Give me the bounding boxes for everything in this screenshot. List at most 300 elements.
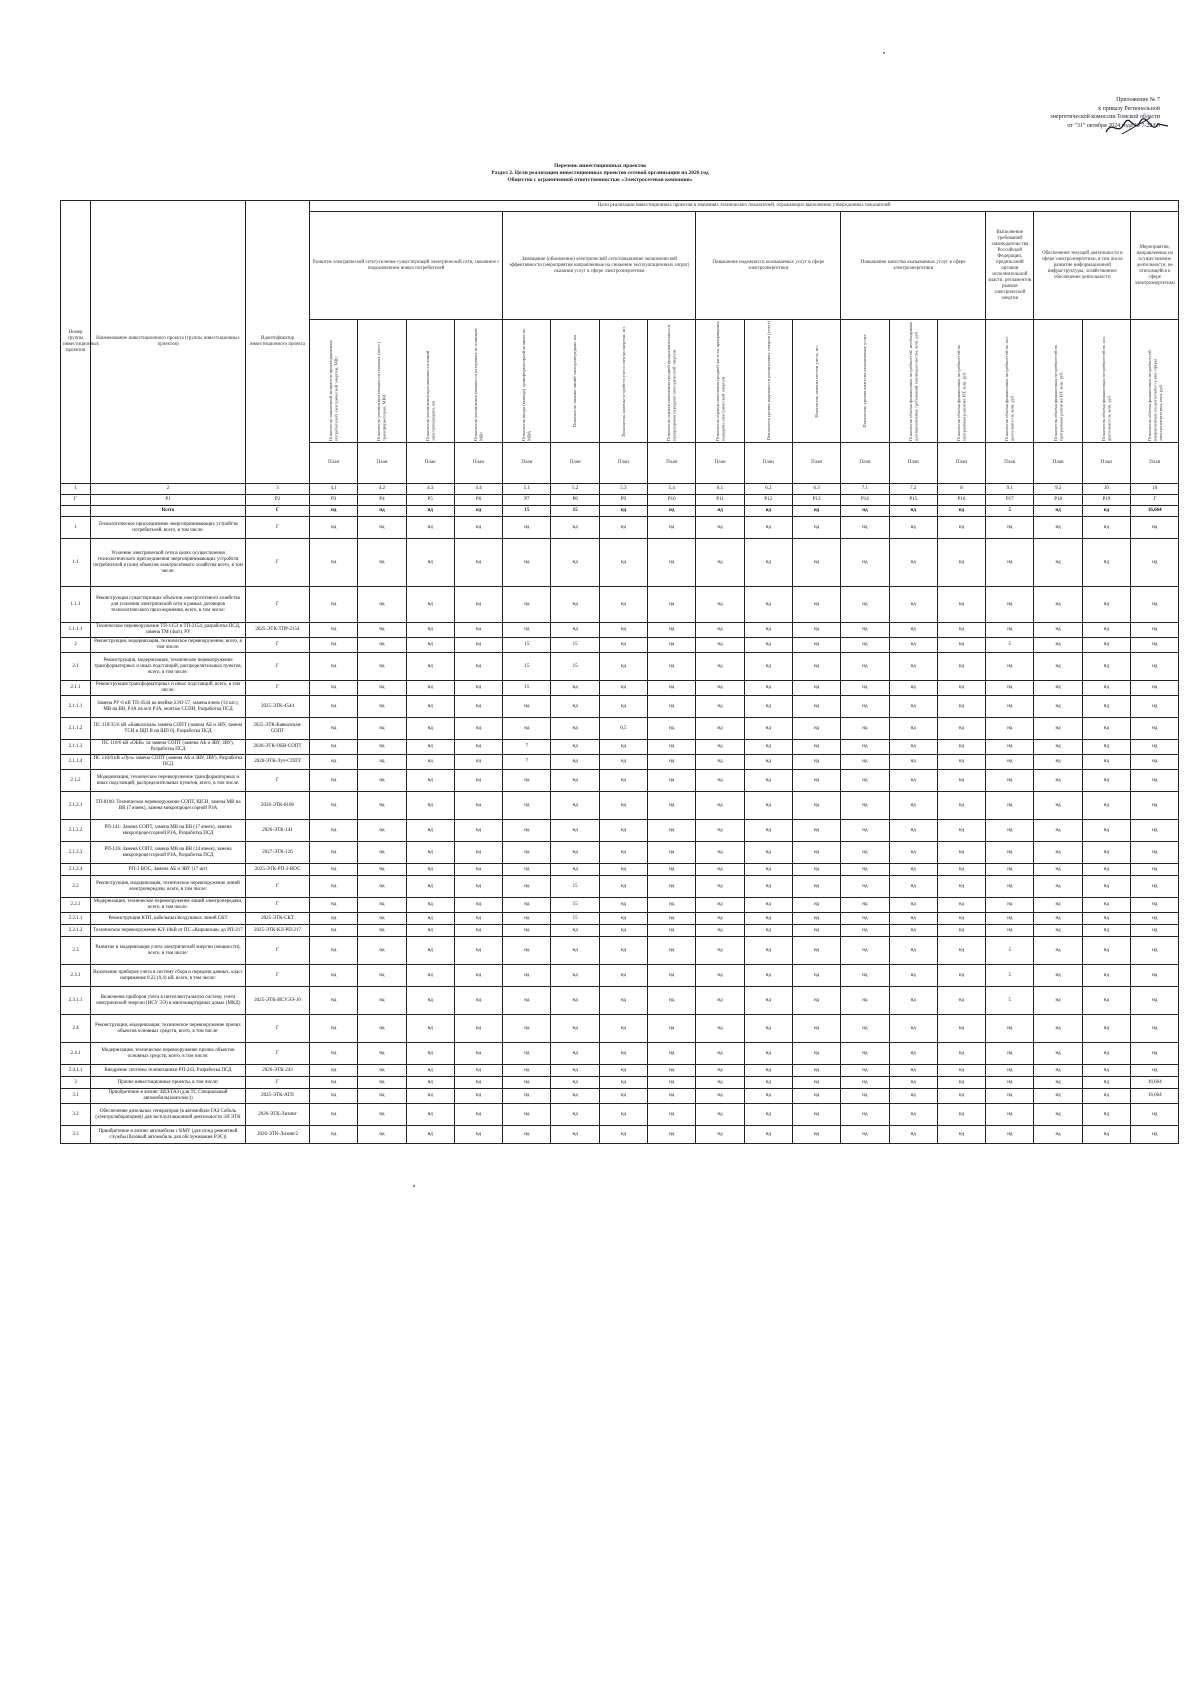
- value-cell: нд: [841, 587, 889, 623]
- value-cell: нд: [986, 1043, 1034, 1065]
- value-cell: 15: [503, 653, 551, 681]
- value-cell: нд: [696, 925, 744, 937]
- unit-header: План: [986, 443, 1034, 484]
- value-cell: нд: [696, 1104, 744, 1126]
- value-cell: нд: [599, 1043, 647, 1065]
- unit-header: План: [841, 443, 889, 484]
- unit-header: План: [792, 443, 840, 484]
- value-cell: нд: [599, 539, 647, 587]
- value-cell: нд: [1131, 842, 1179, 864]
- row-number: 2.1.1.3: [61, 740, 91, 755]
- value-cell: 16,664: [1131, 1089, 1179, 1104]
- column-number: 10: [1131, 484, 1179, 495]
- value-cell: нд: [406, 638, 454, 653]
- value-cell: нд: [696, 898, 744, 913]
- value-cell: нд: [1034, 681, 1082, 696]
- column-code: Р13: [792, 495, 840, 506]
- value-cell: нд: [648, 770, 696, 792]
- value-cell: нд: [358, 842, 406, 864]
- column-number: 3: [246, 484, 310, 495]
- value-cell: нд: [310, 623, 358, 638]
- value-cell: нд: [406, 876, 454, 898]
- row-number: 2.1.2: [61, 770, 91, 792]
- value-cell: нд: [406, 937, 454, 965]
- handwritten-signature: [1102, 114, 1172, 140]
- value-cell: нд: [358, 517, 406, 539]
- value-cell: нд: [358, 539, 406, 587]
- value-cell: нд: [551, 965, 599, 987]
- value-cell: нд: [648, 517, 696, 539]
- value-cell: нд: [1034, 696, 1082, 718]
- value-cell: нд: [1034, 965, 1082, 987]
- row-id: 2025-ЭТК-ТПР-2154: [246, 623, 310, 638]
- value-cell: нд: [986, 587, 1034, 623]
- table-row: [61, 638, 1179, 653]
- value-cell: нд: [792, 740, 840, 755]
- value-cell: нд: [1034, 517, 1082, 539]
- value-cell: нд: [696, 755, 744, 770]
- value-cell: нд: [310, 755, 358, 770]
- value-cell: нд: [1034, 718, 1082, 740]
- value-cell: нд: [744, 1065, 792, 1077]
- value-cell: нд: [310, 864, 358, 876]
- value-cell: нд: [889, 1077, 937, 1089]
- value-cell: нд: [648, 987, 696, 1015]
- column-code: Р9: [599, 495, 647, 506]
- value-cell: нд: [406, 587, 454, 623]
- indicator-label: Показатель объема финансовых потребностей по программам развития ИТ, млн. руб.: [1052, 344, 1064, 441]
- value-cell: нд: [551, 755, 599, 770]
- value-cell: нд: [937, 792, 985, 820]
- value-cell: нд: [792, 539, 840, 587]
- value-cell: нд: [1082, 623, 1130, 638]
- value-cell: нд: [696, 913, 744, 925]
- column-number: 1: [61, 484, 91, 495]
- value-cell: нд: [1082, 740, 1130, 755]
- value-cell: нд: [696, 1126, 744, 1144]
- value-cell: нд: [1131, 937, 1179, 965]
- row-number: 1.1: [61, 539, 91, 587]
- value-cell: нд: [599, 876, 647, 898]
- value-cell: нд: [406, 517, 454, 539]
- unit-header: План: [551, 443, 599, 484]
- row-id: Г: [246, 681, 310, 696]
- value-cell: нд: [310, 718, 358, 740]
- value-cell: нд: [889, 506, 937, 517]
- value-cell: нд: [889, 792, 937, 820]
- row-number: [61, 506, 91, 517]
- row-id: 2027-ЭТК-126: [246, 842, 310, 864]
- unit-header: План: [889, 443, 937, 484]
- value-cell: нд: [503, 913, 551, 925]
- indicator-label: Показатель увеличения мощности силовых (авто-) трансформаторов, МВА: [376, 342, 387, 441]
- value-cell: нд: [937, 506, 985, 517]
- value-cell: нд: [1131, 1104, 1179, 1126]
- value-cell: 15: [551, 638, 599, 653]
- column-code: Р5: [406, 495, 454, 506]
- row-name: РП-3 ВОС, Замена АБ и ЗВУ (17 шт): [91, 864, 246, 876]
- value-cell: нд: [841, 681, 889, 696]
- value-cell: 15: [551, 506, 599, 517]
- value-cell: нд: [744, 539, 792, 587]
- row-name: Прочие инвестиционные проекты, в том числе:: [91, 1077, 246, 1089]
- value-cell: нд: [1131, 864, 1179, 876]
- value-cell: нд: [744, 681, 792, 696]
- value-cell: нд: [551, 842, 599, 864]
- value-cell: нд: [310, 681, 358, 696]
- value-cell: нд: [792, 1077, 840, 1089]
- column-number: 6.1: [696, 484, 744, 495]
- value-cell: нд: [889, 898, 937, 913]
- value-cell: нд: [744, 653, 792, 681]
- value-cell: нд: [696, 1089, 744, 1104]
- value-cell: нд: [310, 506, 358, 517]
- value-cell: нд: [454, 755, 502, 770]
- value-cell: нд: [889, 681, 937, 696]
- value-cell: нд: [310, 1015, 358, 1043]
- indicator-header: [551, 320, 599, 443]
- value-cell: нд: [648, 864, 696, 876]
- row-id: 2026-ЭТК-Лизинг: [246, 1104, 310, 1126]
- value-cell: нд: [937, 696, 985, 718]
- value-cell: нд: [744, 587, 792, 623]
- goal-group-header: Повышение надежности оказываемых услуг в сфере электроэнергетики: [696, 212, 841, 320]
- column-code: Р11: [696, 495, 744, 506]
- value-cell: нд: [358, 770, 406, 792]
- value-cell: нд: [986, 842, 1034, 864]
- value-cell: нд: [406, 965, 454, 987]
- value-cell: нд: [358, 696, 406, 718]
- row-name: Внедрение системы телемеханики РП-243, Разработка ПСД: [91, 1065, 246, 1077]
- indicator-label: Показатель ввода (вывода) трансформаторной мощности, МВА: [521, 328, 532, 441]
- value-cell: нд: [1131, 1065, 1179, 1077]
- value-cell: нд: [406, 740, 454, 755]
- value-cell: нд: [986, 623, 1034, 638]
- approval-line: к приказу Региональной: [1098, 105, 1160, 112]
- value-cell: нд: [358, 876, 406, 898]
- value-cell: нд: [1034, 638, 1082, 653]
- row-name: Замена РУ-6 кВ ТП-4544 на ячейки 2ЭО-57, замена ячеек (14 шт.), МВ на ВВ, РЗА на м/п РЗА, монтаж ССПИ, Разработка ПСД: [91, 696, 246, 718]
- value-cell: нд: [1131, 1043, 1179, 1065]
- value-cell: нд: [1034, 755, 1082, 770]
- value-cell: нд: [841, 718, 889, 740]
- value-cell: нд: [454, 506, 502, 517]
- row-name: Приобретение в лизинг ЗИЛ/ГАЗ (для ТС Специальный автомобиль(комплекс)): [91, 1089, 246, 1104]
- value-cell: нд: [503, 987, 551, 1015]
- value-cell: нд: [358, 898, 406, 913]
- value-cell: нд: [696, 1015, 744, 1043]
- value-cell: нд: [310, 987, 358, 1015]
- value-cell: нд: [1131, 517, 1179, 539]
- value-cell: нд: [454, 1015, 502, 1043]
- row-number: 2.1.2.2: [61, 820, 91, 842]
- title-line: Общество с ограниченной ответственностью «Электросетевая компания»: [507, 177, 693, 183]
- value-cell: нд: [986, 1065, 1034, 1077]
- value-cell: нд: [1034, 913, 1082, 925]
- value-cell: нд: [1082, 517, 1130, 539]
- column-code: Р14: [841, 495, 889, 506]
- value-cell: нд: [986, 539, 1034, 587]
- row-id: Г: [246, 770, 310, 792]
- value-cell: нд: [358, 1043, 406, 1065]
- value-cell: нд: [454, 876, 502, 898]
- value-cell: нд: [937, 925, 985, 937]
- value-cell: нд: [406, 1015, 454, 1043]
- value-cell: нд: [454, 653, 502, 681]
- value-cell: нд: [551, 681, 599, 696]
- row-name: Модернизация, техническое перевооружение трансформаторных и иных подстанций, распределительных пунктов, всего, в том числе:: [91, 770, 246, 792]
- value-cell: нд: [889, 1089, 937, 1104]
- value-cell: нд: [551, 987, 599, 1015]
- value-cell: нд: [1034, 1089, 1082, 1104]
- value-cell: нд: [406, 842, 454, 864]
- value-cell: 15: [551, 913, 599, 925]
- unit-header: План: [1082, 443, 1130, 484]
- indicator-header: [986, 320, 1034, 443]
- value-cell: нд: [889, 1065, 937, 1077]
- value-cell: нд: [406, 925, 454, 937]
- value-cell: нд: [1034, 770, 1082, 792]
- row-name: Модернизация, техническое перевооружение прочих объектов основных средств, всего, в том числе:: [91, 1043, 246, 1065]
- row-number: 2.1.1.2: [61, 718, 91, 740]
- value-cell: нд: [792, 987, 840, 1015]
- value-cell: нд: [696, 864, 744, 876]
- value-cell: нд: [937, 1077, 985, 1089]
- value-cell: нд: [696, 987, 744, 1015]
- value-cell: нд: [648, 1126, 696, 1144]
- value-cell: нд: [1082, 1104, 1130, 1126]
- value-cell: нд: [986, 792, 1034, 820]
- value-cell: нд: [841, 1104, 889, 1126]
- value-cell: нд: [744, 792, 792, 820]
- row-id: Г: [246, 937, 310, 965]
- column-number: 4.2: [358, 484, 406, 495]
- row-name: ПС 110/35/6 кВ «Кавказская» замена СОПТ (замена АБ и ЗВУ, замена ТСН и ЩП В на ЩП 0), Разработка ПСД: [91, 718, 246, 740]
- value-cell: нд: [551, 864, 599, 876]
- value-cell: нд: [696, 506, 744, 517]
- indicator-header: [648, 320, 696, 443]
- value-cell: нд: [696, 653, 744, 681]
- table-row: [61, 1077, 1179, 1089]
- value-cell: нд: [1082, 965, 1130, 987]
- value-cell: нд: [358, 638, 406, 653]
- row-name: ТП-8106: Техническое перевооружение СОПТ, ЩСН, замена МВ на ВВ (7 ячеек), замена микропроцессорной РЗА: [91, 792, 246, 820]
- value-cell: нд: [503, 820, 551, 842]
- indicator-label: Показатель объема финансовых потребностей, необходимых для выполнения требований законодательства, млн. руб.: [907, 321, 919, 441]
- indicator-header: [454, 320, 502, 443]
- value-cell: нд: [841, 925, 889, 937]
- value-cell: нд: [551, 696, 599, 718]
- value-cell: нд: [1034, 820, 1082, 842]
- goal-group-header: Выполнение требований законодательства Российской Федерации, предписаний органов исполнительной власти, регламентов рынков электрической энергии: [986, 212, 1034, 320]
- indicator-header: [889, 320, 937, 443]
- table-row: [61, 898, 1179, 913]
- value-cell: нд: [454, 820, 502, 842]
- value-cell: 5: [986, 937, 1034, 965]
- value-cell: нд: [648, 820, 696, 842]
- value-cell: нд: [406, 1065, 454, 1077]
- row-id: Г: [246, 638, 310, 653]
- value-cell: нд: [648, 842, 696, 864]
- value-cell: нд: [696, 696, 744, 718]
- value-cell: нд: [889, 718, 937, 740]
- value-cell: нд: [551, 770, 599, 792]
- value-cell: нд: [744, 1126, 792, 1144]
- indicator-label: Показатель уровня надежности реализуемых товаров (услуг): [765, 321, 771, 441]
- value-cell: нд: [358, 506, 406, 517]
- value-cell: нд: [406, 792, 454, 820]
- row-id: Г: [246, 1077, 310, 1089]
- value-cell: нд: [792, 506, 840, 517]
- col-header-number: Номер группы инвестиционных проектов: [61, 201, 91, 484]
- column-code: Г: [61, 495, 91, 506]
- value-cell: нд: [454, 638, 502, 653]
- column-code: Р1: [91, 495, 246, 506]
- value-cell: нд: [986, 740, 1034, 755]
- value-cell: нд: [358, 653, 406, 681]
- value-cell: нд: [358, 587, 406, 623]
- value-cell: нд: [648, 623, 696, 638]
- column-code: Р15: [889, 495, 937, 506]
- value-cell: нд: [648, 1015, 696, 1043]
- row-number: 1: [61, 517, 91, 539]
- value-cell: нд: [889, 913, 937, 925]
- value-cell: нд: [454, 740, 502, 755]
- table-row: [61, 1015, 1179, 1043]
- value-cell: нд: [599, 842, 647, 864]
- value-cell: нд: [841, 653, 889, 681]
- value-cell: нд: [454, 1065, 502, 1077]
- value-cell: нд: [792, 1089, 840, 1104]
- value-cell: нд: [310, 898, 358, 913]
- indicator-label: Показатель замены устройств учета электроэнергии, шт.: [620, 325, 626, 437]
- row-name: Реконструкция трансформаторных и иных подстанций, всего, в том числе:: [91, 681, 246, 696]
- column-number: 5.4: [648, 484, 696, 495]
- value-cell: нд: [310, 740, 358, 755]
- value-cell: нд: [986, 696, 1034, 718]
- value-cell: нд: [406, 898, 454, 913]
- value-cell: нд: [1082, 638, 1130, 653]
- value-cell: нд: [406, 1077, 454, 1089]
- row-number: 2.2: [61, 876, 91, 898]
- row-name: РП-126: Замена СОПТ, замена МВ на ВВ (14 ячеек), замена микропроцессорной РЗА, Разработка ПСД: [91, 842, 246, 864]
- column-number: 5.2: [551, 484, 599, 495]
- value-cell: нд: [358, 937, 406, 965]
- row-number: 2.1.1: [61, 681, 91, 696]
- row-id: Г: [246, 1043, 310, 1065]
- value-cell: 15: [503, 638, 551, 653]
- value-cell: нд: [744, 965, 792, 987]
- row-number: 2.4.1.1: [61, 1065, 91, 1077]
- column-code: Р6: [454, 495, 502, 506]
- indicator-label: Показатель объема финансовых потребностей по хоз. деятельности, млн. руб.: [1100, 336, 1112, 441]
- value-cell: 15: [551, 876, 599, 898]
- row-id: Г: [246, 539, 310, 587]
- column-number: 9.2: [1034, 484, 1082, 495]
- value-cell: нд: [744, 1077, 792, 1089]
- value-cell: нд: [648, 638, 696, 653]
- value-cell: нд: [503, 925, 551, 937]
- col-header-id: Идентификатор инвестиционного проекта: [246, 201, 310, 484]
- value-cell: нд: [358, 820, 406, 842]
- value-cell: нд: [1082, 696, 1130, 718]
- value-cell: нд: [986, 913, 1034, 925]
- row-id: Г: [246, 898, 310, 913]
- value-cell: нд: [648, 792, 696, 820]
- value-cell: нд: [1131, 653, 1179, 681]
- col-header-goals: Цели реализации инвестиционных проектов в значениях технических показателей, отражающих выполнение утвержденных показателей: [310, 201, 1179, 212]
- value-cell: нд: [937, 1043, 985, 1065]
- value-cell: нд: [503, 1089, 551, 1104]
- value-cell: нд: [1082, 539, 1130, 587]
- value-cell: нд: [1082, 842, 1130, 864]
- indicator-label: Показатель оценки изменения средней частоты прекращения передачи электрической энергии: [714, 321, 726, 441]
- value-cell: нд: [1034, 792, 1082, 820]
- value-cell: нд: [454, 1077, 502, 1089]
- row-name: Технологическое присоединение энергопринимающих устройств потребителей, всего, в том числе:: [91, 517, 246, 539]
- value-cell: нд: [599, 653, 647, 681]
- value-cell: нд: [454, 587, 502, 623]
- indicator-header: [1034, 320, 1082, 443]
- row-name: Обеспечение дизельных генераторов (в автомобиле ГАЗ Соболь (электролаборатория)) для эксплуатационной деятельности ЭЛ ЭТК: [91, 1104, 246, 1126]
- row-name: ПС 110/6 кВ «Луч» замена СОПТ (замена АБ и ЗВУ, ЗВУ), Разработка ПСД: [91, 755, 246, 770]
- value-cell: нд: [1131, 925, 1179, 937]
- unit-header: План: [744, 443, 792, 484]
- value-cell: нд: [551, 718, 599, 740]
- table-row: [61, 1089, 1179, 1104]
- value-cell: нд: [1131, 820, 1179, 842]
- value-cell: нд: [841, 638, 889, 653]
- value-cell: нд: [551, 792, 599, 820]
- indicator-label: Показатель оценки изменения средней продолжительности прекращения передачи электрической энергии: [666, 324, 677, 441]
- value-cell: нд: [503, 1065, 551, 1077]
- value-cell: нд: [551, 1065, 599, 1077]
- value-cell: нд: [503, 1126, 551, 1144]
- value-cell: нд: [310, 1065, 358, 1077]
- row-name: РП-141: Замена СОПТ, замена МВ на ВВ (17 ячеек), замена микропроцессорной РЗА, Разработка ПСД: [91, 820, 246, 842]
- column-number: 5.3: [599, 484, 647, 495]
- value-cell: нд: [744, 517, 792, 539]
- row-number: 2.1.1.4: [61, 755, 91, 770]
- value-cell: нд: [1034, 506, 1082, 517]
- indicator-header: [792, 320, 840, 443]
- value-cell: нд: [841, 1077, 889, 1089]
- value-cell: нд: [792, 1065, 840, 1077]
- value-cell: нд: [937, 770, 985, 792]
- row-id: Г: [246, 506, 310, 517]
- column-number: 5.1: [503, 484, 551, 495]
- indicator-label: Показатель увеличения мощности резервных источников, МВт: [473, 327, 484, 441]
- value-cell: нд: [648, 876, 696, 898]
- value-cell: нд: [1082, 898, 1130, 913]
- value-cell: нд: [1034, 987, 1082, 1015]
- value-cell: нд: [503, 770, 551, 792]
- value-cell: нд: [841, 937, 889, 965]
- row-number: 1.1.1.1: [61, 623, 91, 638]
- value-cell: нд: [937, 1065, 985, 1077]
- value-cell: нд: [406, 1043, 454, 1065]
- value-cell: нд: [551, 1043, 599, 1065]
- value-cell: нд: [1082, 1015, 1130, 1043]
- value-cell: нд: [937, 937, 985, 965]
- value-cell: нд: [1131, 696, 1179, 718]
- value-cell: нд: [310, 539, 358, 587]
- value-cell: нд: [1082, 792, 1130, 820]
- value-cell: нд: [792, 755, 840, 770]
- value-cell: нд: [406, 506, 454, 517]
- value-cell: нд: [358, 740, 406, 755]
- value-cell: нд: [1131, 1126, 1179, 1144]
